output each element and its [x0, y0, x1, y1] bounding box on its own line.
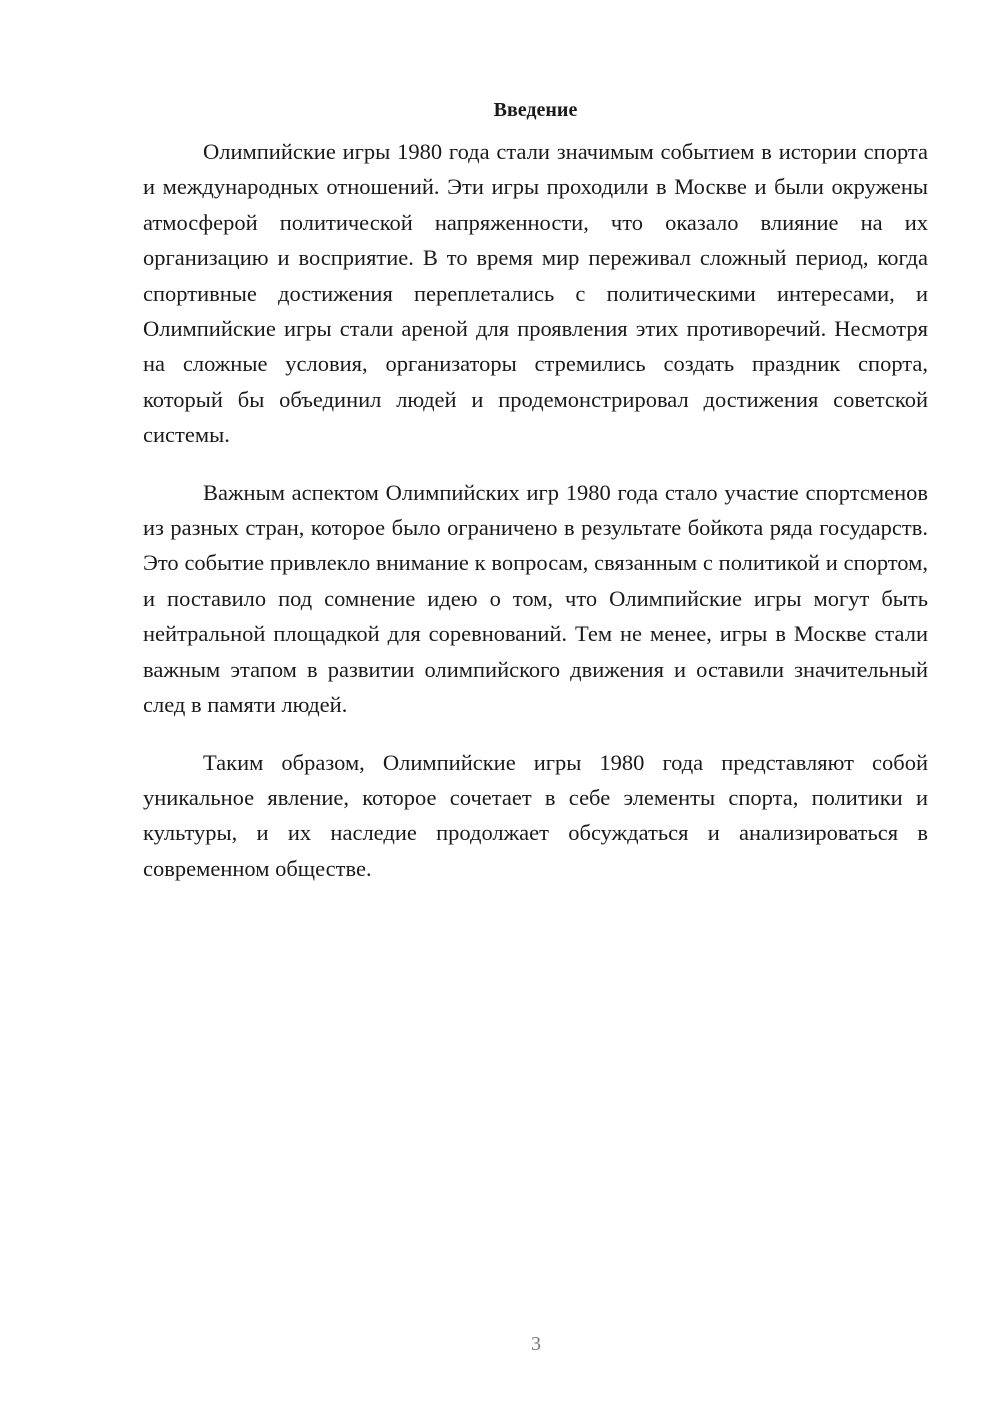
- page-number: 3: [531, 1333, 541, 1355]
- paragraph-2: Важным аспектом Олимпийских игр 1980 года стало участие спортсменов из разных стран, которое было ограничено в результате бойкота ряда государств. Это событие привлекло внимание к вопросам, связанным с политикой и спортом, и поставило под сомнение идею о том, что Олимпийские игры могут быть нейтральной площадкой для соревнований. Тем не менее, игры в Москве стали важным этапом в развитии олимпийского движения и оставили значительный след в памяти людей.: [143, 479, 928, 718]
- paragraph-1: Олимпийские игры 1980 года стали значимым событием в истории спорта и международных отношений. Эти игры проходили в Москве и были окружены атмосферой политической напряженности, что оказало влияние на их организацию и восприятие. В то время мир переживал сложный период, когда спортивные достижения переплетались с политическими интересами, и Олимпийские игры стали ареной для проявления этих противоречий. Несмотря на сложные условия, организаторы стремились создать праздник спорта, который бы объединил людей и продемонстрировал достижения советской системы.: [143, 139, 928, 448]
- paragraph-3: Таким образом, Олимпийские игры 1980 года представляют собой уникальное явление, которое сочетает в себе элементы спорта, политики и культуры, и их наследие продолжает обсуждаться и анализироваться в современном обществе.: [143, 749, 928, 881]
- document-page: [143, 96, 928, 886]
- section-heading: Введение: [493, 99, 578, 121]
